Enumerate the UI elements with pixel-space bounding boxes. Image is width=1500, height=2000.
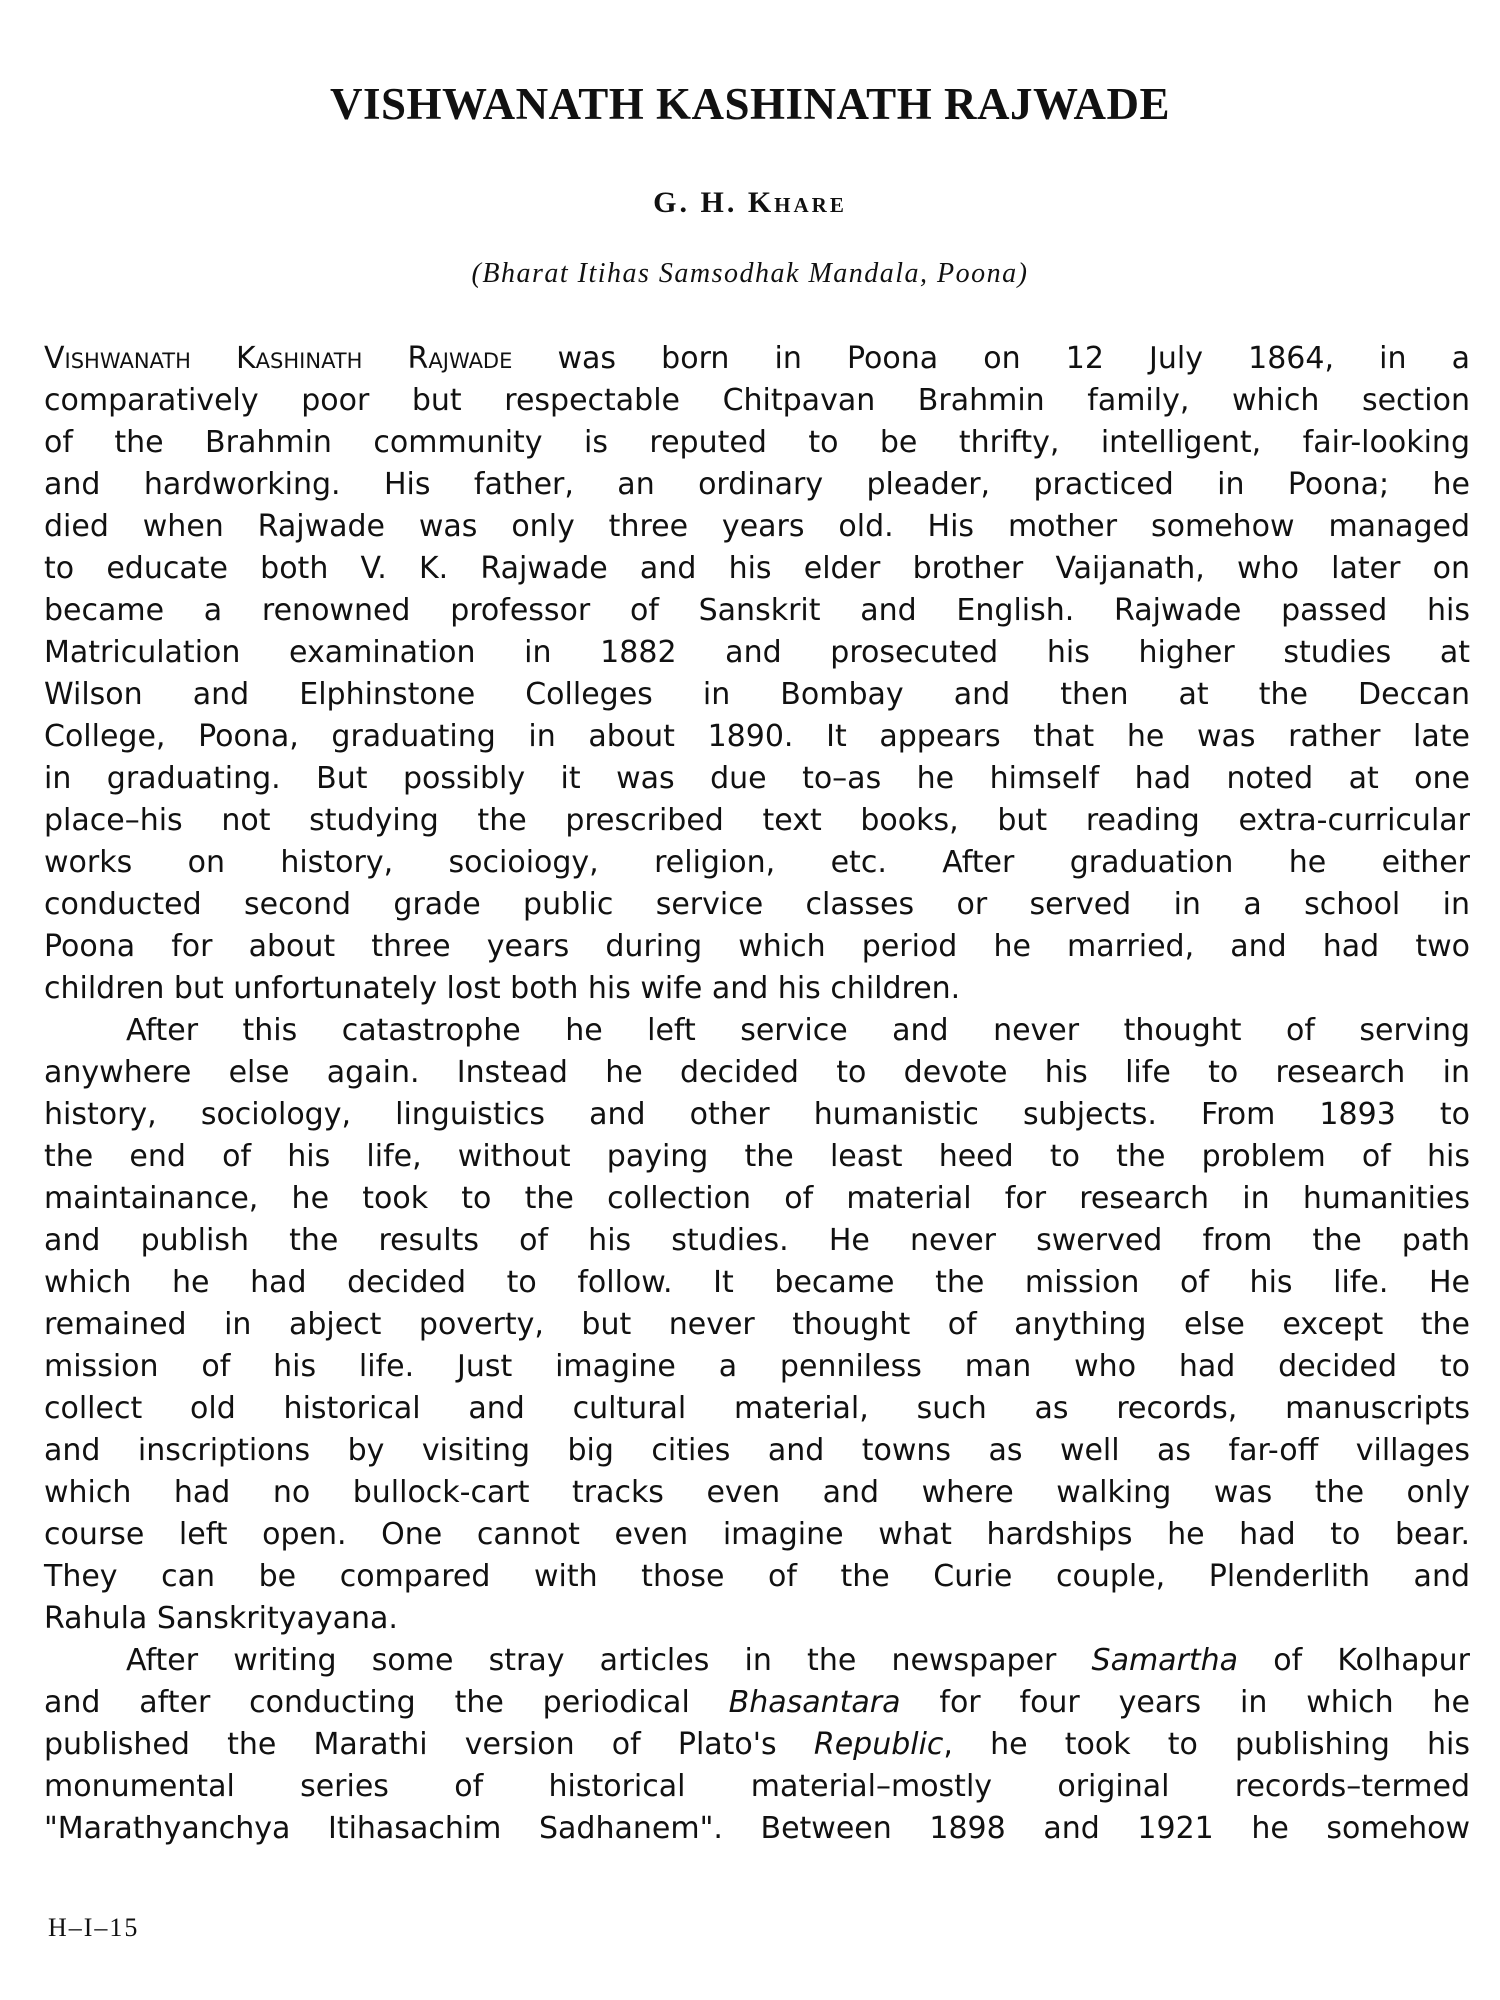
line-text: Matriculation examination in 1882 and prosecuted his higher studies at (44, 635, 1470, 670)
line-text: Wilson and Elphinstone Colleges in Bombay and then at the Deccan (44, 677, 1470, 712)
text-line (44, 1640, 1470, 1682)
text-line (44, 1304, 1470, 1346)
text-line (44, 464, 1470, 506)
line-text: and inscriptions by visiting big cities and towns as well as far-off villages (44, 1433, 1470, 1468)
line-text: in graduating. But possibly it was due to–as he himself had noted at one (44, 761, 1470, 796)
italic-title-text: Samartha (1091, 1643, 1239, 1678)
text-line (44, 548, 1470, 590)
text-line (44, 1388, 1470, 1430)
text-line (44, 338, 1470, 380)
line-text: mission of his life. Just imagine a penniless man who had decided to (44, 1349, 1470, 1384)
text-line (44, 422, 1470, 464)
text-line (44, 1010, 1470, 1052)
text-line (44, 1808, 1470, 1850)
italic-title-text: Bhasantara (728, 1685, 901, 1720)
author-affiliation: (Bharat Itihas Samsodhak Mandala, Poona) (471, 258, 1029, 289)
article-body (44, 338, 1470, 1850)
text-line (44, 1346, 1470, 1388)
article-title: VISHWANATH KASHINATH RAJWADE (330, 79, 1170, 129)
line-text: "Marathyanchya Itihasachim Sadhanem". Between 1898 and 1921 he somehow (44, 1811, 1470, 1846)
text-line (44, 884, 1470, 926)
small-caps-name: Vishwanath Kashinath Rajwade (44, 341, 513, 376)
text-line (44, 1220, 1470, 1262)
line-text: course left open. One cannot even imagine what hardships he had to bear. (44, 1517, 1470, 1552)
text-line (44, 1136, 1470, 1178)
text-line (44, 1766, 1470, 1808)
line-text: Poona for about three years during which period he married, and had two (44, 929, 1470, 964)
line-text: which he had decided to follow. It became the mission of his life. He (44, 1265, 1470, 1300)
italic-title-text: Republic (813, 1727, 944, 1762)
line-text: After writing some stray articles in the newspaper (126, 1643, 1092, 1678)
line-text: place–his not studying the prescribed text books, but reading extra-curricular (44, 803, 1470, 838)
text-line (44, 380, 1470, 422)
page-signature: H–I–15 (48, 1913, 140, 1942)
line-text: anywhere else again. Instead he decided to devote his life to research in (44, 1055, 1470, 1090)
line-text: to educate both V. K. Rajwade and his elder brother Vaijanath, who later on (44, 551, 1470, 586)
line-text: children but unfortunately lost both his wife and his children. (44, 971, 961, 1006)
author-name: G. H. Khare (653, 186, 847, 219)
text-line (44, 842, 1470, 884)
line-text: monumental series of historical material–mostly original records–termed (44, 1769, 1470, 1804)
line-text: became a renowned professor of Sanskrit and English. Rajwade passed his (44, 593, 1470, 628)
text-line (44, 674, 1470, 716)
text-line (44, 758, 1470, 800)
text-line (44, 1262, 1470, 1304)
paragraph (44, 1640, 1470, 1850)
line-text: and hardworking. His father, an ordinary pleader, practiced in Poona; he (44, 467, 1470, 502)
line-text: They can be compared with those of the Curie couple, Plenderlith and (44, 1559, 1470, 1594)
line-text: After this catastrophe he left service and never thought of serving (126, 1013, 1470, 1048)
line-text: College, Poona, graduating in about 1890. It appears that he was rather late (44, 719, 1470, 754)
text-line (44, 800, 1470, 842)
line-text: conducted second grade public service classes or served in a school in (44, 887, 1470, 922)
text-line (44, 1472, 1470, 1514)
line-text: for four years in which he (900, 1685, 1470, 1720)
text-line (44, 1178, 1470, 1220)
line-text: of the Brahmin community is reputed to be thrifty, intelligent, fair-looking (44, 425, 1470, 460)
line-text: was born in Poona on 12 July 1864, in a (512, 341, 1470, 376)
line-text: and publish the results of his studies. He never swerved from the path (44, 1223, 1470, 1258)
text-line (44, 590, 1470, 632)
paragraph (44, 1010, 1470, 1640)
line-text: remained in abject poverty, but never thought of anything else except the (44, 1307, 1470, 1342)
text-line (44, 1556, 1470, 1598)
text-line (44, 1598, 1470, 1640)
line-text: published the Marathi version of Plato's (44, 1727, 814, 1762)
text-line (44, 1682, 1470, 1724)
line-text: collect old historical and cultural material, such as records, manuscripts (44, 1391, 1470, 1426)
line-text: and after conducting the periodical (44, 1685, 729, 1720)
line-text: maintainance, he took to the collection of material for research in humanities (44, 1181, 1470, 1216)
text-line (44, 1094, 1470, 1136)
paragraph (44, 338, 1470, 1010)
line-text: , he took to publishing his (943, 1727, 1471, 1762)
text-line (44, 1430, 1470, 1472)
text-line (44, 632, 1470, 674)
text-line (44, 1724, 1470, 1766)
text-line (44, 1052, 1470, 1094)
line-text: Rahula Sanskrityayana. (44, 1601, 398, 1636)
line-text: of Kolhapur (1238, 1643, 1470, 1678)
line-text: comparatively poor but respectable Chitpavan Brahmin family, which section (44, 383, 1470, 418)
line-text: which had no bullock-cart tracks even and where walking was the only (44, 1475, 1470, 1510)
line-text: works on history, socioiogy, religion, etc. After graduation he either (44, 845, 1470, 880)
text-line (44, 1514, 1470, 1556)
text-line (44, 716, 1470, 758)
line-text: died when Rajwade was only three years old. His mother somehow managed (44, 509, 1470, 544)
text-line (44, 968, 1470, 1010)
text-line (44, 926, 1470, 968)
text-line (44, 506, 1470, 548)
line-text: history, sociology, linguistics and other humanistic subjects. From 1893 to (44, 1097, 1470, 1132)
line-text: the end of his life, without paying the least heed to the problem of his (44, 1139, 1470, 1174)
